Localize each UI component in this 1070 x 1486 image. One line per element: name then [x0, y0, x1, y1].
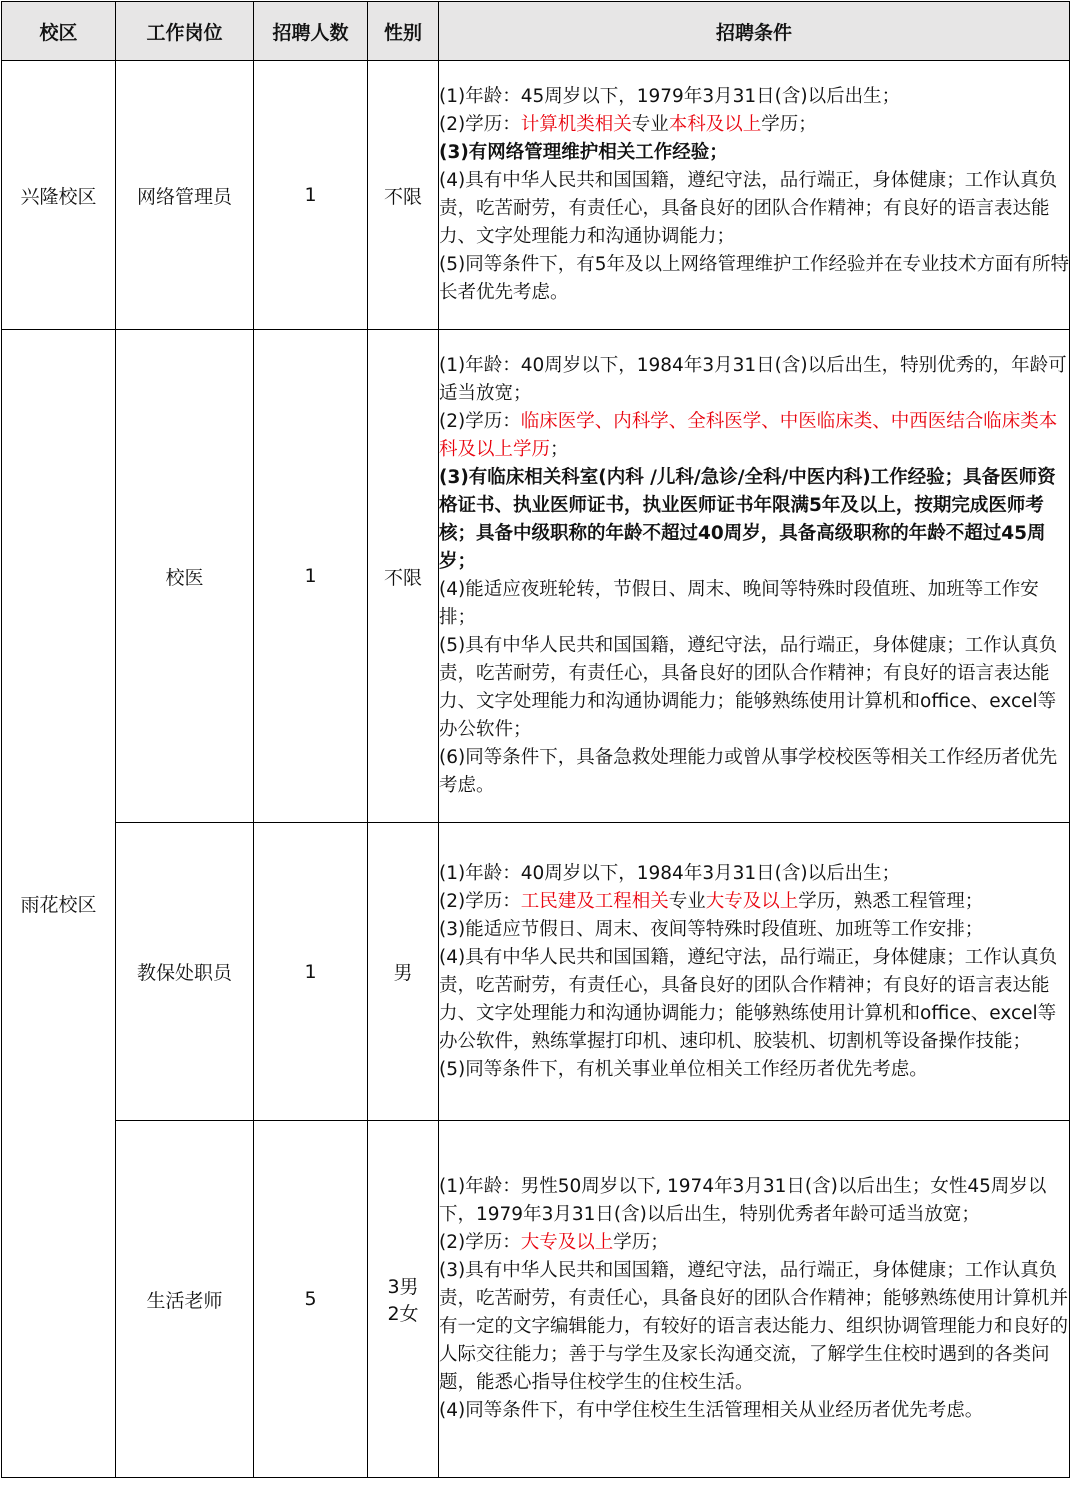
- condition-line-bold: (3)有临床相关科室(内科 /儿科/急诊/全科/中医内科)工作经验；具备医师资格证书、执业医师证书，执业医师证书年限满5年及以上，按期完成医师考核；具备中级职称的年龄不超过40周岁，具备高级职称的年龄不超过45周岁；: [439, 467, 1056, 572]
- position-cell: 校医: [116, 330, 254, 823]
- conditions-cell: [439, 61, 1070, 330]
- condition-line: (3)具有中华人民共和国国籍，遵纪守法，品行端正，身体健康；工作认真负责，吃苦耐劳，有责任心，具备良好的团队合作精神；能够熟练使用计算机并有一定的文字编辑能力，有较好的语言表达能力、组织协调管理能力和良好的人际交往能力；善于与学生及家长沟通交流，了解学生住校时遇到的各类问题，能悉心指导住校学生的住校生活。: [439, 1260, 1069, 1393]
- highlight-text: 计算机类相关: [520, 114, 632, 135]
- highlight-text: 大专及以上: [520, 1232, 614, 1253]
- highlight-text: 大专及以上: [705, 890, 799, 912]
- header-campus: 校区: [2, 2, 116, 61]
- recruitment-table: [1, 1, 1070, 1478]
- conditions-cell: [439, 823, 1070, 1121]
- header-row: [2, 2, 1070, 61]
- condition-line: (4)能适应夜班轮转，节假日、周末、晚间等特殊时段值班、加班等工作安排；: [439, 579, 1039, 628]
- gender-cell: 男: [368, 823, 439, 1121]
- condition-line: (5)同等条件下，有机关事业单位相关工作经历者优先考虑。: [439, 1058, 928, 1080]
- condition-line: (6)同等条件下，具备急救处理能力或曾从事学校校医等相关工作经历者优先考虑。: [439, 747, 1058, 796]
- table-row: [2, 1121, 1070, 1478]
- condition-line: (1)年龄：40周岁以下，1984年3月31日(含)以后出生；: [439, 862, 901, 884]
- count-cell: 5: [254, 1121, 368, 1478]
- condition-line: (1)年龄：40周岁以下，1984年3月31日(含)以后出生，特别优秀的，年龄可适当放宽；: [439, 355, 1067, 404]
- condition-line: (1)年龄：男性50周岁以下, 1974年3月31日(含)以后出生；女性45周岁以下，1979年3月31日(含)以后出生，特别优秀者年龄可适当放宽；: [439, 1176, 1047, 1225]
- condition-line: (1)年龄：45周岁以下，1979年3月31日(含)以后出生；: [439, 86, 901, 107]
- condition-line: (5)具有中华人民共和国国籍，遵纪守法，品行端正，身体健康；工作认真负责，吃苦耐劳，有责任心，具备良好的团队合作精神；有良好的语言表达能力、文字处理能力和沟通协调能力；能够熟练使用计算机和office、excel等办公软件；: [439, 635, 1058, 740]
- header-position: 工作岗位: [116, 2, 254, 61]
- gender-cell: 不限: [368, 330, 439, 823]
- table-row: [2, 330, 1070, 823]
- count-cell: 1: [254, 61, 368, 330]
- gender-female-count: 2女: [387, 1303, 419, 1325]
- gender-male-count: 3男: [387, 1276, 419, 1298]
- condition-text: ；: [550, 439, 569, 460]
- condition-text: 专业: [668, 890, 706, 912]
- condition-line: (4)同等条件下，有中学住校生生活管理相关从业经历者优先考虑。: [439, 1400, 984, 1421]
- count-cell: 1: [254, 823, 368, 1121]
- condition-text: (2)学历：: [439, 1232, 521, 1253]
- header-conditions: 招聘条件: [439, 2, 1070, 61]
- condition-text: (2)学历：: [439, 890, 521, 912]
- condition-line-bold: (3)有网络管理维护相关工作经验；: [439, 142, 728, 163]
- campus-cell: 兴隆校区: [2, 61, 116, 330]
- gender-cell: [368, 1121, 439, 1478]
- condition-line: (4)具有中华人民共和国国籍，遵纪守法，品行端正，身体健康；工作认真负责，吃苦耐劳，有责任心，具备良好的团队合作精神；有良好的语言表达能力、文字处理能力和沟通协调能力；能够熟练使用计算机和office、excel等办公软件，熟练掌握打印机、速印机、胶装机、切割机等设备操作技能；: [439, 946, 1058, 1052]
- position-cell: 生活老师: [116, 1121, 254, 1478]
- condition-line: (5)同等条件下，有5年及以上网络管理维护工作经验并在专业技术方面有所特长者优先考虑。: [439, 254, 1069, 303]
- header-count: 招聘人数: [254, 2, 368, 61]
- condition-line: (4)具有中华人民共和国国籍，遵纪守法，品行端正，身体健康；工作认真负责，吃苦耐劳，有责任心，具备良好的团队合作精神；有良好的语言表达能力、文字处理能力和沟通协调能力；: [439, 170, 1058, 247]
- gender-cell: 不限: [368, 61, 439, 330]
- condition-text: 学历，熟悉工程管理；: [798, 890, 984, 912]
- highlight-text: 工民建及工程相关: [520, 890, 669, 912]
- condition-line: (3)能适应节假日、周末、夜间等特殊时段值班、加班等工作安排；: [439, 918, 984, 940]
- table-row: [2, 61, 1070, 330]
- position-cell: 网络管理员: [116, 61, 254, 330]
- condition-text: 学历；: [613, 1232, 669, 1253]
- conditions-cell: [439, 1121, 1070, 1478]
- count-cell: 1: [254, 330, 368, 823]
- conditions-cell: [439, 330, 1070, 823]
- highlight-text: 临床医学、内科学、全科医学、中医临床类、中西医结合临床类本科及以上学历: [439, 411, 1058, 460]
- condition-text: 专业: [631, 114, 669, 135]
- table-row: [2, 823, 1070, 1121]
- campus-cell: 雨花校区: [2, 330, 116, 1478]
- condition-text: (2)学历：: [439, 411, 521, 432]
- condition-text: 学历；: [761, 114, 817, 135]
- condition-line: [439, 1229, 1069, 1257]
- position-cell: 教保处职员: [116, 823, 254, 1121]
- condition-line: [439, 408, 1069, 464]
- condition-line: [439, 888, 1069, 916]
- header-gender: 性别: [368, 2, 439, 61]
- highlight-text: 本科及以上: [668, 114, 762, 135]
- condition-line: [439, 111, 1069, 139]
- condition-text: (2)学历：: [439, 114, 521, 135]
